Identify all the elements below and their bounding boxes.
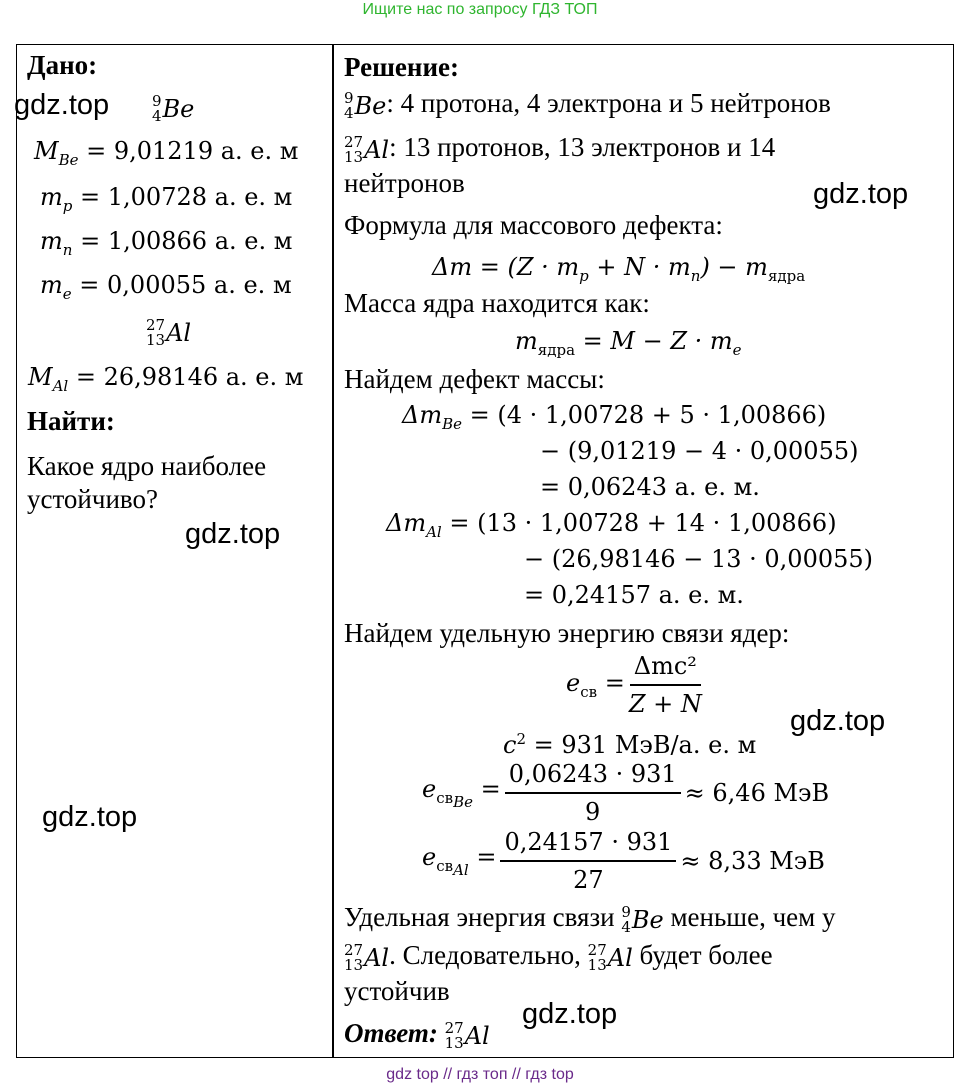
al-description-2: нейтронов	[344, 168, 465, 198]
conclusion-line-3: устойчив	[344, 976, 450, 1006]
answer-line: Ответ: 27 13 Al	[344, 1018, 490, 1052]
watermark: gdz.top	[813, 178, 909, 210]
defect-formula-title: Формула для массового дефекта:	[344, 210, 723, 240]
column-divider	[332, 44, 334, 1058]
find-energy-title: Найдем удельную энергию связи ядер:	[344, 618, 790, 648]
be-description: 9 4 Be : 4 протона, 4 электрона и 5 нейтронов	[344, 88, 831, 122]
be-nucleus: 9 4 Be	[152, 91, 195, 125]
defect-be-line-1: $\Delta m_{Be} = (4 \cdot 1,00728 + 5 \cdot 1,00866)$	[402, 401, 827, 433]
defect-al-line-3: = 0,24157 а. е. м.	[524, 581, 744, 609]
watermark: gdz.top	[790, 705, 886, 737]
find-heading: Найти:	[27, 406, 115, 436]
mass-proton-row: $m_p = 1,00728$ а. е. м	[40, 183, 293, 215]
mass-al-row: $M_{Al} = 26,98146$ а. е. м	[28, 363, 304, 395]
watermark: gdz.top	[522, 998, 618, 1030]
solution-heading: Решение:	[344, 52, 459, 82]
find-defect-title: Найдем дефект массы:	[344, 364, 605, 394]
mass-neutron-row: $m_n = 1,00866$ а. е. м	[40, 227, 293, 259]
defect-al-line-2: − (26,98146 − 13 · 0,00055)	[524, 545, 874, 573]
al-description: 27 13 Al : 13 протонов, 13 электронов и 14	[344, 132, 776, 166]
binding-energy-formula: $e_{св}$ = $\frac{\text{Δmc²}}{Z + N}$	[566, 652, 702, 718]
mass-electron-row: $m_e = 0,00055$ а. е. м	[40, 271, 292, 303]
defect-be-line-3: = 0,06243 а. е. м.	[540, 473, 760, 501]
watermark: gdz.top	[42, 801, 138, 833]
watermark: gdz.top	[14, 89, 110, 121]
conclusion-line-1: Удельная энергия связи 9 4 Be меньше, чем у	[344, 902, 836, 936]
watermark: gdz.top	[185, 518, 281, 550]
al-nucleus: 27 13 Al	[146, 315, 192, 349]
question-line-1: Какое ядро наиболее	[27, 451, 267, 481]
mass-be-row: $M_{Be} = 9,01219$ а. е. м	[34, 137, 299, 169]
energy-al-formula: $e_{св_{Al}}$ = $\frac{0,24157 \cdot 931}{27}$ ≈ 8,33 МэВ	[422, 828, 825, 894]
nucleus-mass-title: Масса ядра находится как:	[344, 288, 650, 318]
conclusion-line-2: 27 13 Al . Следовательно, 27 13 Al будет более	[344, 940, 773, 974]
defect-be-line-2: − (9,01219 − 4 · 0,00055)	[540, 437, 859, 465]
bottom-banner[interactable]: gdz top // гдз топ // гдз top	[386, 1066, 574, 1083]
energy-be-formula: $e_{св_{Be}}$ = $\frac{0,06243 \cdot 931}{9}$ ≈ 6,46 МэВ	[422, 760, 830, 826]
defect-al-line-1: $\Delta m_{Al} = (13 \cdot 1,00728 + 14 \cdot 1,00866)$	[386, 509, 837, 541]
defect-formula: $\Delta m = (Z \cdot m_p + N \cdot m_n) - m_{ядра}$	[432, 253, 806, 285]
c-squared-line: $c^2 = 931$ МэВ/а. е. м	[503, 730, 757, 759]
question-line-2: устойчиво?	[27, 484, 158, 514]
given-heading: Дано:	[27, 50, 98, 80]
top-banner[interactable]: Ищите нас по запросу ГДЗ ТОП	[362, 1, 598, 18]
nucleus-mass-formula: $m_{ядра} = M - Z \cdot m_e$	[515, 327, 742, 359]
